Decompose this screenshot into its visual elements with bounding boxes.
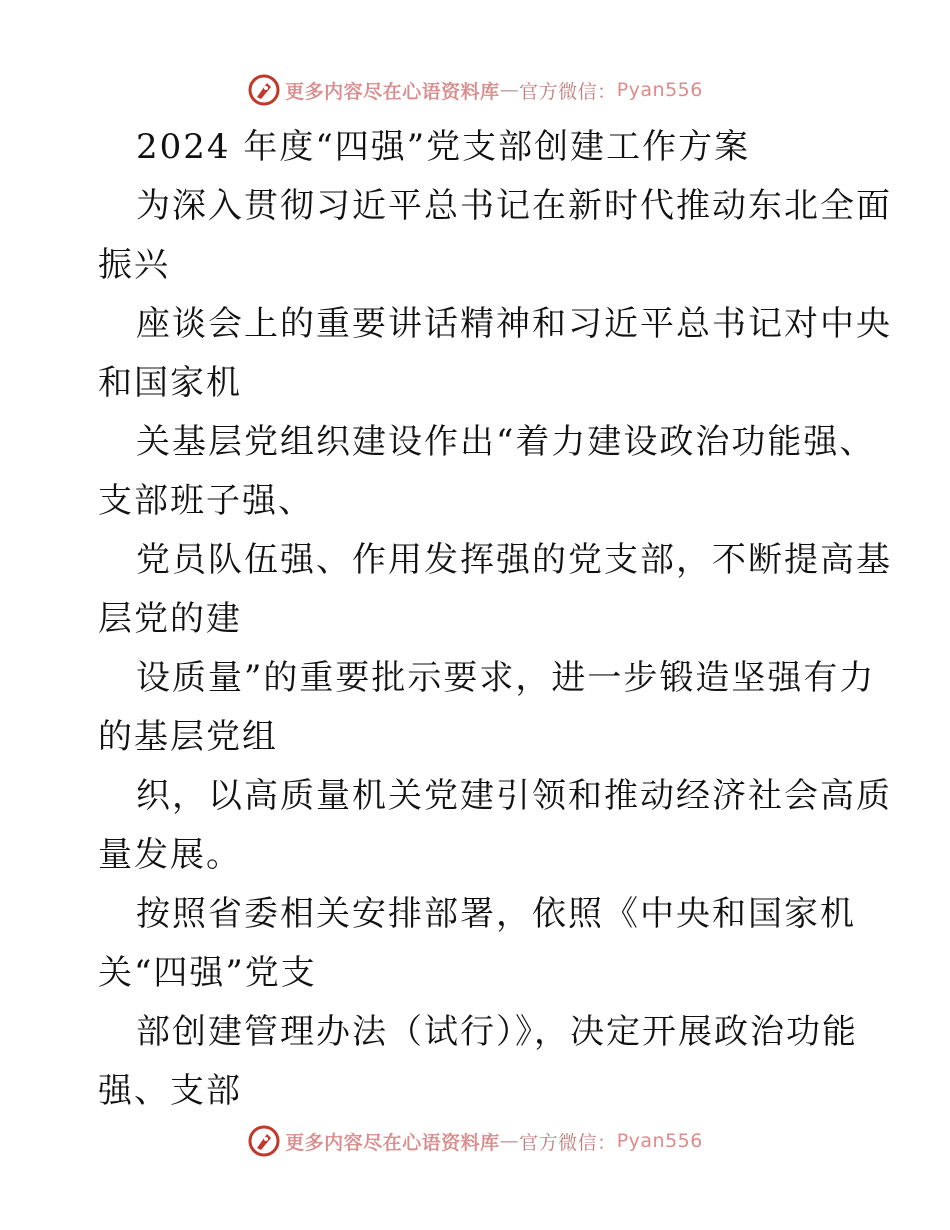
document-line: 量发展。 <box>98 835 242 875</box>
document-line: 和国家机 <box>98 363 242 403</box>
pen-nib-circle-icon <box>247 1124 281 1158</box>
watermark-wechat-id: Pyan556 <box>616 79 703 101</box>
watermark-text: 更多内容尽在心语资料库 <box>285 1131 500 1154</box>
document-line: 振兴 <box>98 245 170 285</box>
watermark-text: 更多内容尽在心语资料库 <box>285 80 500 103</box>
document-line: 的基层党组 <box>98 717 278 757</box>
document-line: 织，以高质量机关党建引领和推动经济社会高质 <box>136 776 892 816</box>
watermark-dash: — <box>499 1130 520 1152</box>
document-line: 关基层党组织建设作出“着力建设政治功能强、 <box>136 422 876 462</box>
document-line: 党员队伍强、作用发挥强的党支部，不断提高基 <box>136 540 892 580</box>
footer-watermark <box>0 1121 950 1161</box>
pen-nib-circle-icon <box>247 73 281 107</box>
document-line: 层党的建 <box>98 599 242 639</box>
document-line: 为深入贯彻习近平总书记在新时代推动东北全面 <box>136 186 892 226</box>
header-watermark <box>0 70 950 110</box>
document-line: 部创建管理办法（试行）》，决定开展政治功能 <box>136 1012 858 1052</box>
document-line: 强、支部 <box>98 1071 242 1111</box>
document-title: 2024 年度“四强”党支部创建工作方案 <box>136 127 751 167</box>
watermark-wechat-label: 官方微信： <box>519 1131 617 1154</box>
document-line: 按照省委相关安排部署，依照《中央和国家机 <box>136 894 856 934</box>
watermark-dash: — <box>499 79 520 101</box>
document-line: 设质量”的重要批示要求，进一步锻造坚强有力 <box>136 658 876 698</box>
document-body <box>98 118 892 1121</box>
watermark-wechat-label: 官方微信： <box>519 80 617 103</box>
watermark-wechat-id: Pyan556 <box>616 1130 703 1152</box>
document-line: 座谈会上的重要讲话精神和习近平总书记对中央 <box>136 304 892 344</box>
document-line: 关“四强”党支 <box>98 953 317 993</box>
document-line: 支部班子强、 <box>98 481 314 521</box>
